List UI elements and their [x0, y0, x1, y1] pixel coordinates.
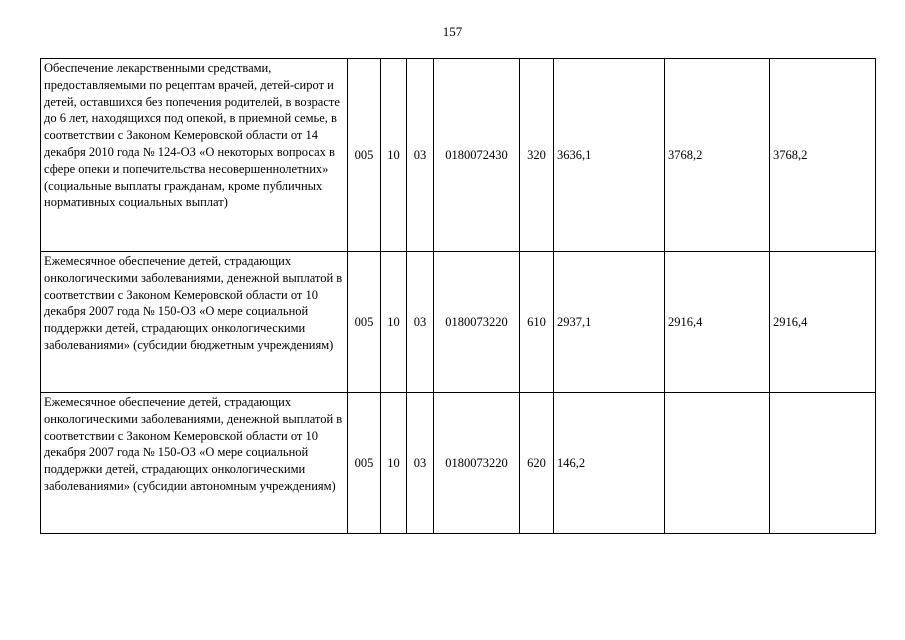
- row-description: Ежемесячное обеспечение детей, страдающих онкологическими заболеваниями, денежной выплатой в соответствии с Законом Кемеровской области от 10 декабря 2007 года № 150-ОЗ «О мере социальной поддержки детей, страдающих онкологическими заболеваниями» (субсидии бюджетным учреждениям): [41, 252, 348, 393]
- expense-type-code: 620: [520, 393, 554, 534]
- table-row: [41, 393, 876, 534]
- budget-table: [40, 58, 876, 534]
- subsection-code: 03: [407, 393, 434, 534]
- section-code: 10: [381, 393, 407, 534]
- amount-year-2: 2916,4: [665, 252, 770, 393]
- amount-year-3: 2916,4: [770, 252, 876, 393]
- amount-year-1: 146,2: [554, 393, 665, 534]
- row-description: Ежемесячное обеспечение детей, страдающих онкологическими заболеваниями, денежной выплатой в соответствии с Законом Кемеровской области от 10 декабря 2007 года № 150-ОЗ «О мере социальной поддержки детей, страдающих онкологическими заболеваниями» (субсидии автономным учреждениям): [41, 393, 348, 534]
- subsection-code: 03: [407, 59, 434, 252]
- target-article-code: 0180073220: [434, 252, 520, 393]
- row-description: Обеспечение лекарственными средствами, предоставляемыми по рецептам врачей, детей-сирот и детей, оставшихся без попечения родителей, в возрасте до 6 лет, находящихся под опекой, в приемной семье, в соответствии с Законом Кемеровской области от 14 декабря 2010 года № 124-ОЗ «О некоторых вопросах в сфере опеки и попечительства несовершеннолетних» (социальные выплаты гражданам, кроме публичных нормативных социальных выплат): [41, 59, 348, 252]
- ministry-code: 005: [348, 59, 381, 252]
- page-number: 157: [442, 24, 463, 39]
- amount-year-2: [665, 393, 770, 534]
- ministry-code: 005: [348, 252, 381, 393]
- section-code: 10: [381, 252, 407, 393]
- amount-year-2: 3768,2: [665, 59, 770, 252]
- target-article-code: 0180073220: [434, 393, 520, 534]
- table-row: [41, 59, 876, 252]
- table-row: [41, 252, 876, 393]
- amount-year-3: [770, 393, 876, 534]
- expense-type-code: 320: [520, 59, 554, 252]
- section-code: 10: [381, 59, 407, 252]
- ministry-code: 005: [348, 393, 381, 534]
- amount-year-1: 3636,1: [554, 59, 665, 252]
- expense-type-code: 610: [520, 252, 554, 393]
- subsection-code: 03: [407, 252, 434, 393]
- amount-year-1: 2937,1: [554, 252, 665, 393]
- amount-year-3: 3768,2: [770, 59, 876, 252]
- target-article-code: 0180072430: [434, 59, 520, 252]
